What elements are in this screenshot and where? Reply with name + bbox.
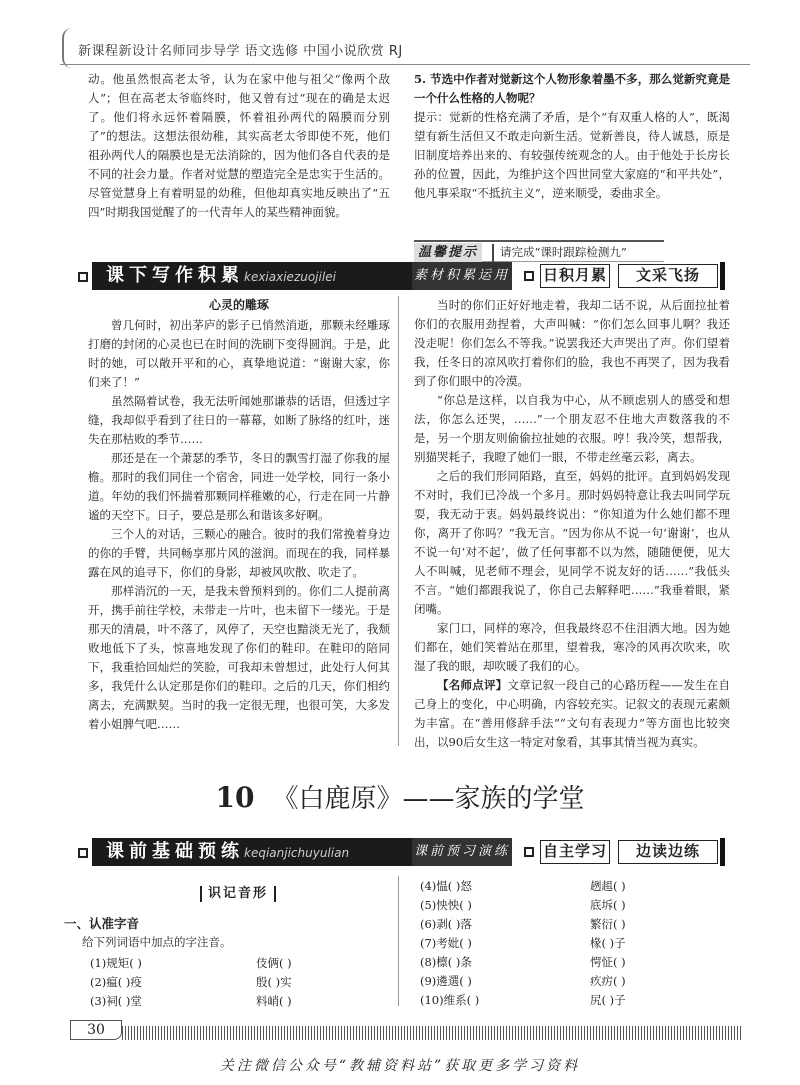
essay-title: 心灵的雕琢 — [208, 298, 269, 312]
lesson-number: 10 — [215, 781, 255, 814]
band-square-icon — [78, 272, 88, 282]
exercise-item: 椽( )子 — [590, 936, 626, 950]
band-square-icon-2 — [524, 271, 534, 281]
essay-left-column — [88, 316, 390, 734]
tip-key: 温馨提示 — [414, 243, 482, 263]
essay-paragraph: 三个人的对话，三颗心的融合。彼时的我们常挽着身边的你的手臂，共同畅享那片风的滋润。而现在的我，同样暴露在风的追寻下，你们的身影，却被风吹散、吹走了。 — [88, 527, 390, 579]
band-pinyin: keqianjichuyulian — [244, 846, 350, 860]
band-square-icon — [78, 848, 88, 858]
comment-label: 【名师点评】 — [437, 678, 508, 692]
essay-paragraph: 虽然隔着试卷，我无法听闻她那谦恭的话语，但透过字缝，我却似乎看到了往日的一幕幕，如断了脉络的红叶，迷失在那枯败的季节…… — [88, 394, 390, 446]
lesson-title: 《白鹿原》——家族的学堂 — [272, 784, 585, 814]
band-tag-1: 自主学习 — [540, 840, 610, 864]
exercise-item: 尻( )子 — [590, 993, 626, 1007]
band-square-icon-2 — [524, 847, 534, 857]
band-subtitle: 素材积累运用 — [412, 262, 512, 290]
exercise-item: 料峭( ) — [256, 994, 292, 1008]
exercise-item: 愕怔( ) — [590, 955, 626, 969]
exercise-item: 疚疠( ) — [590, 974, 626, 988]
page-number: 30 — [70, 1020, 122, 1040]
essay-paragraph: 那还是在一个萧瑟的季节，冬日的飘雪打湿了你我的屋檐。那时的我们同住一个宿舍，同进一处学校，同行一条小道。年幼的我们怀揣着那颗同样稚嫩的心，行走在同一片静谧的天空下。日子，要总是那么和谐该多好啊。 — [88, 451, 390, 522]
lesson-heading — [0, 776, 800, 819]
exercise-item: (7)考妣( ) — [420, 936, 472, 950]
answer-hint: 提示：觉新的性格充满了矛盾，是个“有双重人格的人”，既渴望有新生活但又不敢走向新生活。觉新善良，待人诚恳，原是旧制度培养出来的、有较强传统观念的人。由于他处于长房长孙的位置，因此，为维护这个四世同堂大家庭的“和平共处”，他凡事采取“不抵抗主义”，逆来顺受，委曲求全。 — [414, 110, 730, 200]
band-subtitle: 课前预习演练 — [412, 838, 512, 866]
exercise-item: 伎俩( ) — [256, 956, 292, 970]
top-right-block — [414, 70, 730, 203]
exercise-item: 底坼( ) — [590, 898, 626, 912]
band-tag-2: 文采飞扬 — [618, 264, 718, 288]
essay-paragraph: 那样消沉的一天，是我未曾预料到的。你们二人提前离开，携手前往学校，未带走一片叶，也未留下一缕光。于是那天的清晨，叶不落了，风停了，天空也黯淡无光了，我颓败地低下了头，惊喜地发现了你们的鞋印。在鞋印的陪同下，我重拾回灿烂的笑脸，可我却未曾想过，此处行人何其多，我凭什么认定那是你们的鞋印。之后的几天，你们相约离去，充满默契。当时的我一定很无理，也很可笑，大多发着小姐脾气吧…… — [88, 584, 390, 731]
essay-right-column — [414, 296, 730, 752]
exercise-item: (8)檩( )条 — [420, 955, 472, 969]
header-rule — [60, 64, 750, 65]
exercise-item: (4)愠( )怒 — [420, 879, 472, 893]
exercise-item: (10)维系( ) — [420, 993, 480, 1007]
band-pinyin: kexiaxiezuojilei — [244, 270, 336, 284]
essay-paragraph: 家门口，同样的寒冷，但我最终忍不住泪洒大地。因为她们都在，她们笑着站在那里，望着我，寒冷的风再次吹来，吹湿了我的眼，却吹暖了我们的心。 — [414, 621, 730, 673]
exercise-item: 殷( )实 — [256, 975, 292, 989]
exercise-item: 繁衍( ) — [590, 917, 626, 931]
exercise-item: (3)祠( )堂 — [90, 994, 142, 1008]
exercise-item: (2)瘟( )疫 — [90, 975, 142, 989]
top-left-paragraph: 动。他虽然恨高老太爷，认为在家中他与祖父“像两个敌人”；但在高老太爷临终时，他又曾有过“现在的确是太迟了。他们将永远怀着隔膜，怀着祖孙两代的隔膜而分别了”的想法。这想法很幼稚，其实高老太爷即使不死，他们祖孙两代人的隔膜也是无法消除的，因为他们各自代表的是不同的社会力量。作者对觉慧的塑造完全是忠实于生活的。尽管觉慧身上有着明显的幼稚，但他却真实地反映出了“五四”时期我国觉醒了的一代青年人的某些精神面貌。 — [88, 72, 390, 219]
band-tag-2: 边读边练 — [618, 840, 718, 864]
tip-value: 请完成“课时跟踪检测九” — [492, 244, 627, 262]
section-band-writing — [84, 262, 724, 290]
header-brace — [62, 28, 74, 68]
exercise-instruction: 给下列词语中加点的字注音。 — [82, 935, 232, 949]
essay-paragraph: 当时的你们正好好地走着，我却二话不说，从后面拉扯着你们的衣服用劲捏着，大声叫喊：“你们怎么回事儿啊？我还没走呢！你们怎么不等我。”说罢我还大声哭出了声。你们望着我，任冬日的凉风吹打着你们的脸，我也不再哭了，因为我看到了你们眼中的冷漠。 — [414, 298, 730, 388]
exercise-item: 趔趄( ) — [590, 879, 626, 893]
band-title: 课前基础预练 — [106, 841, 244, 862]
section-band-preview — [84, 838, 724, 866]
essay-paragraph: 曾几何时，初出茅庐的影子已悄然消逝，那颗未经雕琢打磨的封闭的心灵也已在时间的洗刷下变得圆润。于是，此时的她，可以敞开平和的心，真挚地说道：“谢谢大家，你们来了！” — [88, 318, 390, 389]
page-bar — [122, 1026, 742, 1040]
question-5: 5. 节选中作者对觉新这个人物形象着墨不多，那么觉新究竟是一个什么性格的人物呢？ — [414, 72, 730, 105]
exercise-item: (5)怏怏( ) — [420, 898, 472, 912]
exercise-item: (1)规矩( ) — [90, 956, 142, 970]
band-tag-1: 日积月累 — [540, 264, 610, 288]
running-header: 新课程新设计名师同步导学 语文选修 中国小说欣赏 RJ — [78, 44, 403, 59]
footer-note: 关注微信公众号“教辅资料站”获取更多学习资料 — [219, 1058, 581, 1074]
tip-box — [414, 240, 664, 262]
column-divider-2 — [398, 876, 399, 1006]
essay-paragraph: 之后的我们形同陌路，直至，妈妈的批评。直到妈妈发现不对时，我们已冷战一个多月。那时妈妈特意让我去叫同学玩耍，我无动于衷。妈妈最终说出：“你知道为什么她们都不理你，离开了你吗？”我无言。“因为你从不说一句‘谢谢’，也从不说一句‘对不起’，做了任何事都不以为然，随随便便，见大人不叫喊，见老师不理会，见同学不说友好的话……”我低头不言。“她们都跟我说了，你自己去解释吧……”我垂着眼，紧闭嘴。 — [414, 469, 730, 616]
exercise-item: (9)遴選( ) — [420, 974, 472, 988]
band-title: 课下写作积累 — [106, 265, 244, 286]
exercise-section: 识记音形 — [200, 886, 276, 902]
essay-paragraph: “你总是这样，以自我为中心，从不顾虑别人的感受和想法，你怎么还哭，……”一个朋友忍不住地大声数落我的不是，另一个朋友则偷偷拉扯她的衣服。哼！我冷笑，想帮我，别猫哭耗子，我瞪了她们一眼，不带走丝毫云彩，离去。 — [414, 393, 730, 464]
exercise-item: (6)剥( )落 — [420, 917, 472, 931]
column-divider — [398, 296, 399, 746]
teacher-comment — [414, 676, 730, 752]
exercise-heading: 一、认准字音 — [64, 916, 140, 931]
comment-text: 文章记叙一段自己的心路历程——发生在自己身上的变化，中心明确，内容较充实。记叙文的表现元素颇为丰富。在“善用修辞手法”“文句有表现力”等方面也比较突出，以90后女生这一特定对象看，其事其情当视为真实。 — [414, 678, 731, 749]
